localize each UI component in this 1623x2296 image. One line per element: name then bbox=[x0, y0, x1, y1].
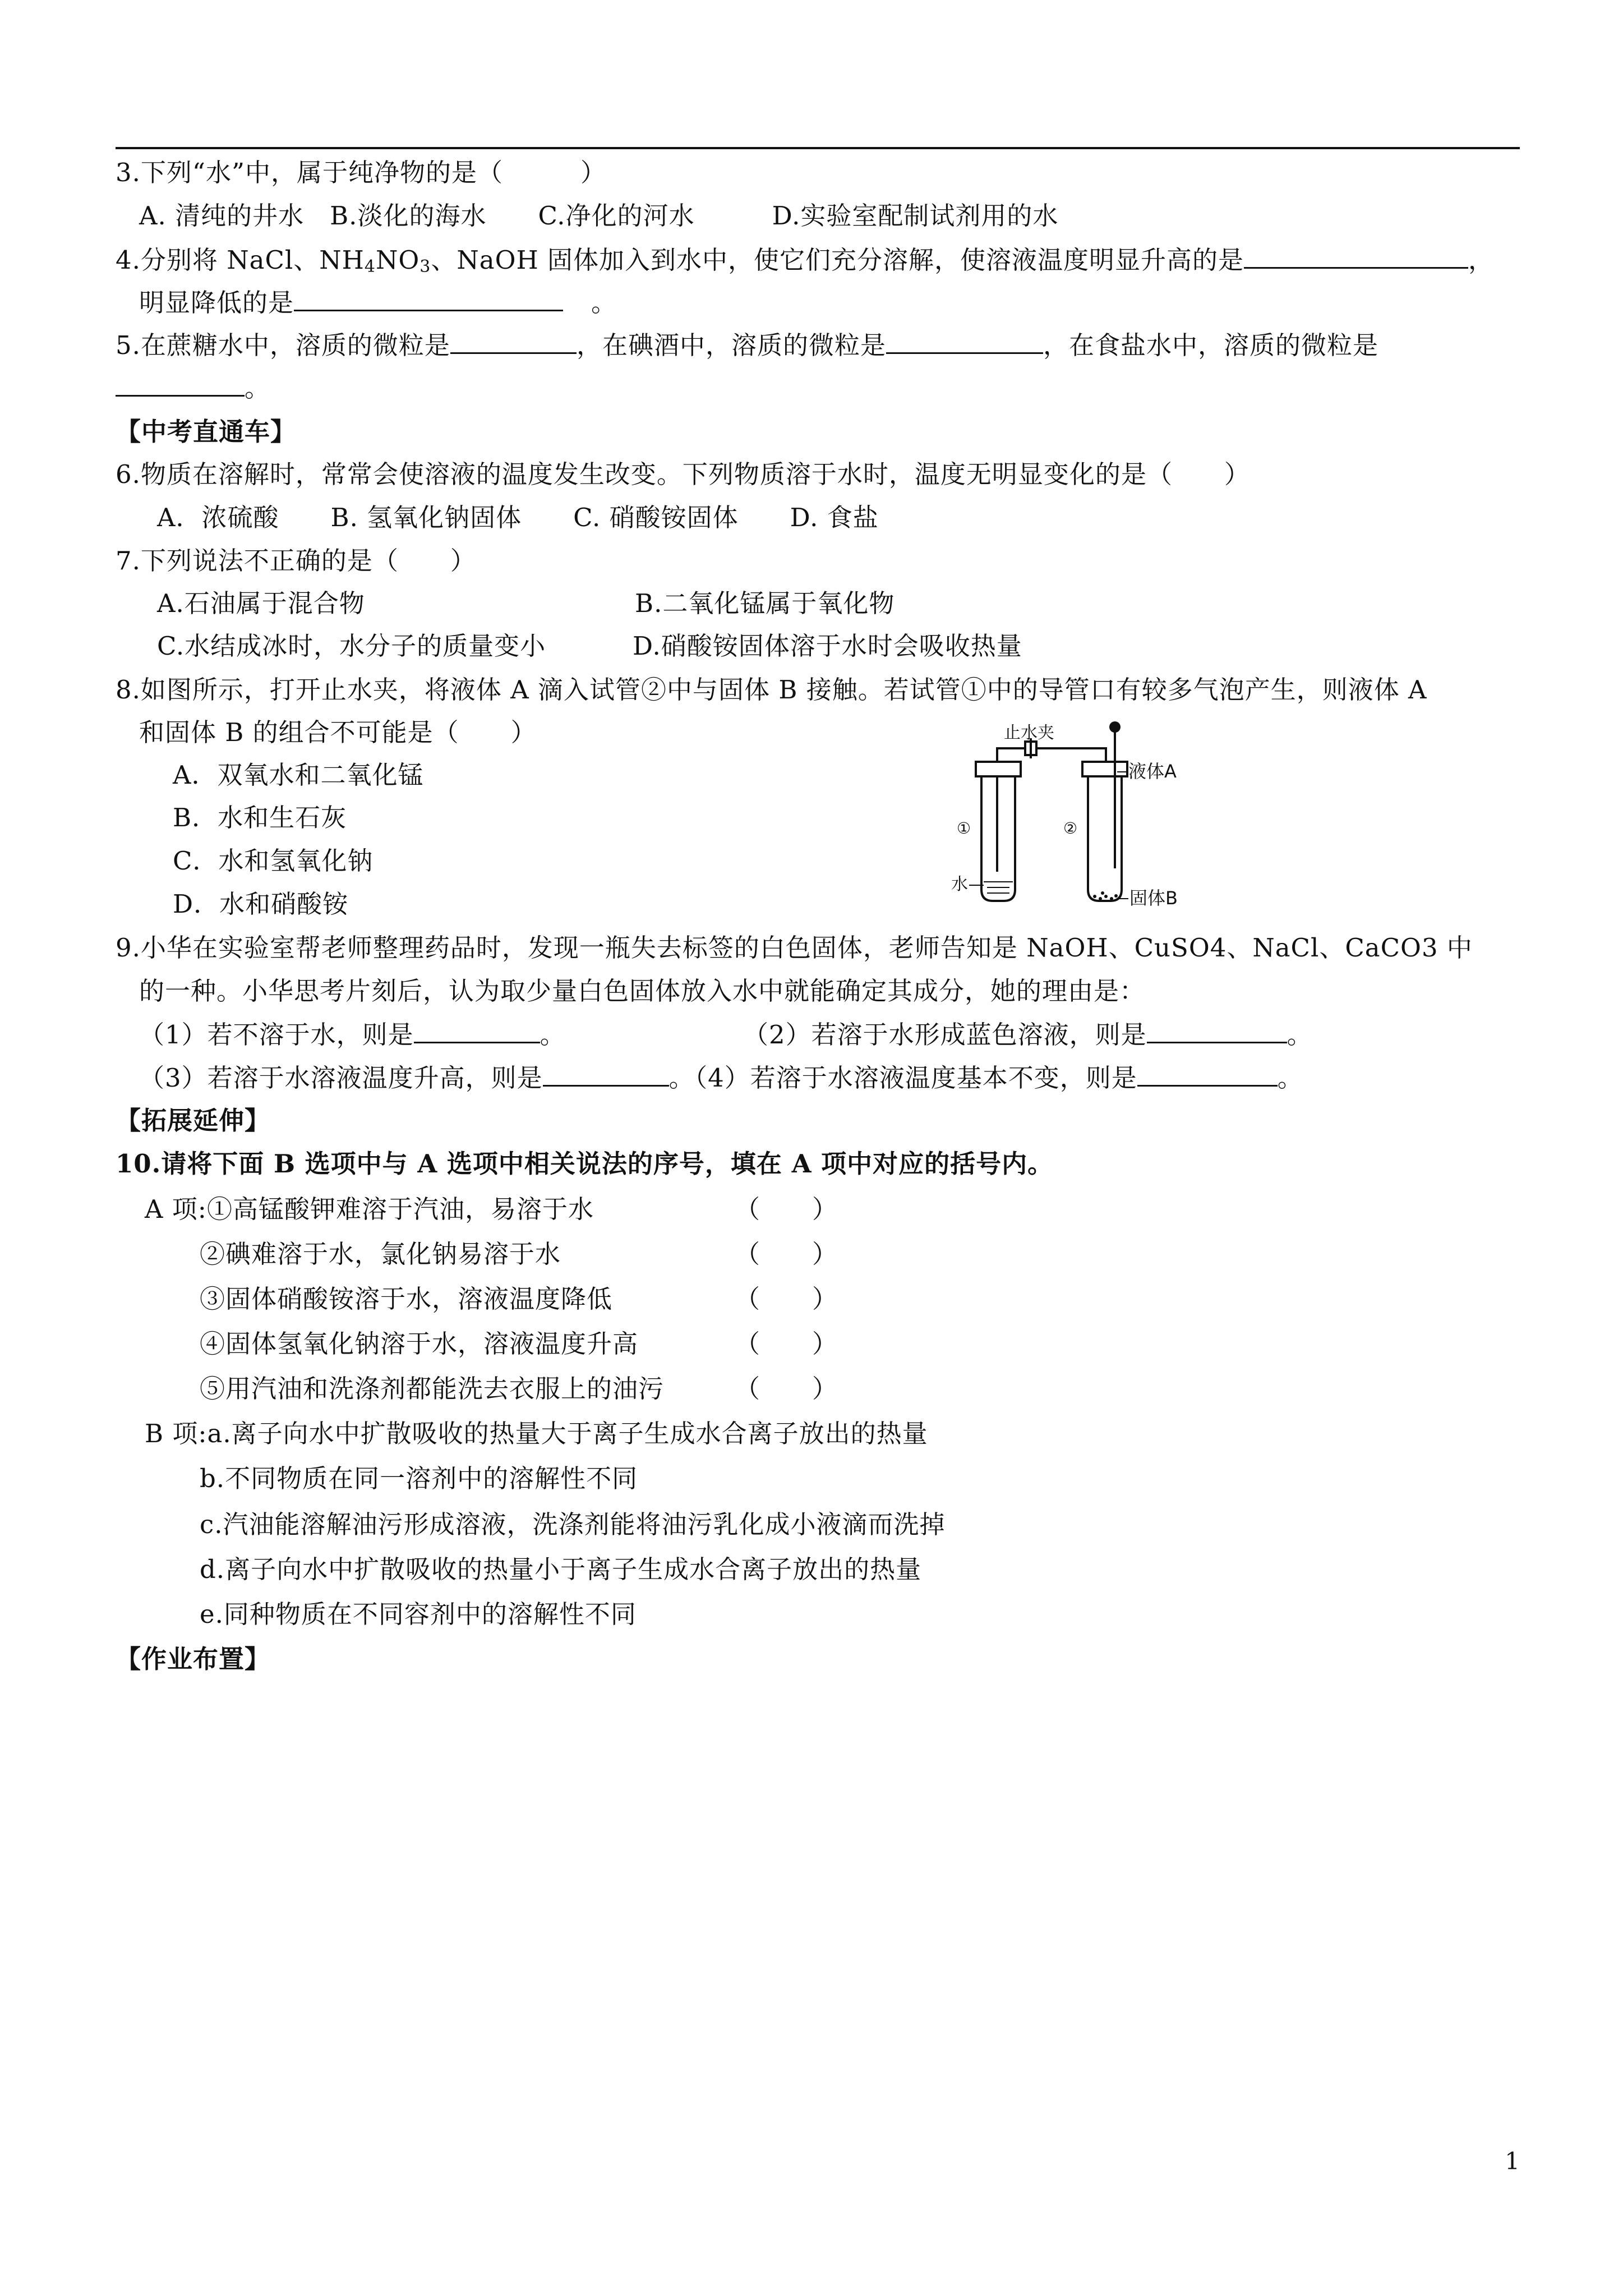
q9-sub-2 bbox=[743, 1017, 1313, 1052]
q9-sub-2-text: （2）若溶于水形成蓝色溶液，则是 bbox=[743, 1020, 1147, 1050]
label-liquid-a: 液体A bbox=[1128, 761, 1177, 782]
section-heading-zhongkao: 【中考直通车】 bbox=[116, 417, 297, 447]
q9-sub-3-4 bbox=[139, 1060, 1303, 1095]
label-water: 水 bbox=[951, 875, 968, 894]
q10-b-item-d: d.离子向水中扩散吸收的热量小于离子生成水合离子放出的热量 bbox=[200, 1554, 922, 1584]
q10-a-item-4: ④固体氢氧化钠溶于水，溶液温度升高 bbox=[200, 1329, 639, 1359]
q8-stem-line1: 8.如图所示，打开止水夹，将液体 A 滴入试管②中与固体 B 接触。若试管①中的导管口有较多气泡产生，则液体 A bbox=[116, 675, 1427, 705]
q10-a-paren-5[interactable]: （ ） bbox=[735, 1374, 838, 1404]
q4-line2-text: 明显降低的是 bbox=[139, 288, 294, 318]
q9-stem-line2: 的一种。小华思考片刻后，认为取少量白色固体放入水中就能确定其成分，她的理由是： bbox=[139, 976, 1146, 1006]
q7-option-a: A.石油属于混合物 bbox=[157, 588, 365, 618]
q9-blank-3[interactable] bbox=[543, 1060, 669, 1087]
q3-options: A. 清纯的井水 B.淡化的海水 C.净化的河水 D.实验室配制试剂用的水 bbox=[139, 201, 1059, 231]
q8-option-c: C．水和氢氧化钠 bbox=[173, 846, 374, 876]
q8-option-a: A．双氧水和二氧化锰 bbox=[173, 760, 424, 790]
q4-blank-drop[interactable] bbox=[294, 285, 563, 311]
q4-text-b: NO bbox=[375, 245, 420, 275]
header-rule bbox=[116, 147, 1520, 149]
q9-sub-3-period: 。 bbox=[668, 1063, 695, 1093]
q5-part1: 5.在蔗糖水中，溶质的微粒是 bbox=[116, 330, 450, 360]
q9-sub-4-period: 。 bbox=[1277, 1063, 1303, 1093]
label-clamp: 止水夹 bbox=[1004, 723, 1054, 743]
q6-options: A．浓硫酸 B. 氢氧化钠固体 C. 硝酸铵固体 D. 食盐 bbox=[157, 503, 879, 532]
q10-b-item-a: B 项:a.离子向水中扩散吸收的热量大于离子生成水合离子放出的热量 bbox=[145, 1419, 928, 1448]
q8-option-d: D．水和硝酸铵 bbox=[173, 889, 349, 919]
q9-sub-2-period: 。 bbox=[1287, 1020, 1313, 1050]
q4-end: 。 bbox=[591, 288, 617, 318]
stopper-1 bbox=[976, 762, 1021, 776]
q10-b-item-e: e.同种物质在不同容剂中的溶解性不同 bbox=[200, 1599, 637, 1629]
q9-sub-1-period: 。 bbox=[540, 1020, 566, 1050]
q9-blank-1[interactable] bbox=[414, 1017, 540, 1043]
q9-blank-2[interactable] bbox=[1147, 1017, 1287, 1043]
q4-text-a: 4.分别将 NaCl、NH bbox=[116, 245, 365, 275]
q8-option-b: B．水和生石灰 bbox=[173, 803, 347, 832]
q4-sub-3: 3 bbox=[419, 257, 431, 277]
q9-sub-4-text: （4）若溶于水溶液温度基本不变，则是 bbox=[694, 1063, 1137, 1093]
q4-text-c: 、NaOH 固体加入到水中，使它们充分溶解，使溶液温度明显升高的是 bbox=[431, 245, 1244, 275]
q10-a-paren-2[interactable]: （ ） bbox=[735, 1239, 838, 1269]
section-heading-zuoye: 【作业布置】 bbox=[116, 1644, 271, 1674]
q9-sub-3-text: （3）若溶于水溶液温度升高，则是 bbox=[139, 1063, 543, 1093]
q5-end: 。 bbox=[245, 373, 271, 403]
q10-a-item-1: A 项:①高锰酸钾难溶于汽油，易溶于水 bbox=[145, 1194, 594, 1224]
q5-blank-iodine[interactable] bbox=[886, 328, 1043, 354]
stopper-2 bbox=[1082, 762, 1127, 776]
section-heading-tuozhan: 【拓展延伸】 bbox=[116, 1106, 271, 1135]
q5-blank-sugar[interactable] bbox=[450, 328, 577, 354]
q9-sub-1 bbox=[139, 1017, 566, 1052]
label-solid-b: 固体B bbox=[1129, 887, 1178, 909]
q10-a-item-2: ②碘难溶于水，氯化钠易溶于水 bbox=[200, 1239, 561, 1269]
q10-a-item-3: ③固体硝酸铵溶于水，溶液温度降低 bbox=[200, 1284, 613, 1314]
q10-a-item-5: ⑤用汽油和洗涤剂都能洗去衣服上的油污 bbox=[200, 1374, 665, 1404]
q10-a-paren-4[interactable]: （ ） bbox=[735, 1329, 838, 1359]
label-tube-1: ① bbox=[957, 819, 971, 838]
q10-stem: 10.请将下面 B 选项中与 A 选项中相关说法的序号，填在 A 项中对应的括号内。 bbox=[116, 1149, 1054, 1179]
q4-sub-4: 4 bbox=[364, 257, 376, 277]
page-number: 1 bbox=[1505, 2147, 1520, 2175]
q6-stem: 6.物质在溶解时，常常会使溶液的温度发生改变。下列物质溶于水时，温度无明显变化的是（ ） bbox=[116, 459, 1250, 489]
q4-comma: ， bbox=[1468, 245, 1495, 275]
q5-line1 bbox=[116, 328, 1378, 362]
q10-b-item-c: c.汽油能溶解油污形成溶液，洗涤剂能将油污乳化成小液滴而洗掉 bbox=[200, 1510, 946, 1539]
q5-line2 bbox=[116, 370, 270, 405]
q7-option-b: B.二氧化锰属于氧化物 bbox=[635, 588, 895, 618]
q4-blank-rise[interactable] bbox=[1244, 242, 1468, 269]
test-tube-2 bbox=[1088, 766, 1122, 901]
q7-option-c: C.水结成冰时，水分子的质量变小 bbox=[157, 631, 546, 661]
q7-option-d: D.硝酸铵固体溶于水时会吸收热量 bbox=[633, 631, 1022, 661]
q8-apparatus-figure bbox=[948, 721, 1217, 912]
q9-stem-line1: 9.小华在实验室帮老师整理药品时，发现一瓶失去标签的白色固体，老师告知是 NaOH、CuSO4、NaCl、CaCO3 中 bbox=[116, 933, 1473, 963]
q4-line2 bbox=[139, 285, 617, 320]
q9-sub-1-text: （1）若不溶于水，则是 bbox=[139, 1020, 414, 1050]
q10-a-paren-1[interactable]: （ ） bbox=[735, 1194, 838, 1224]
q10-b-item-b: b.不同物质在同一溶剂中的溶解性不同 bbox=[200, 1464, 638, 1493]
q3-stem: 3.下列“水”中，属于纯净物的是（ ） bbox=[116, 158, 606, 187]
q9-blank-4[interactable] bbox=[1137, 1060, 1278, 1087]
q10-a-paren-3[interactable]: （ ） bbox=[735, 1284, 838, 1314]
q7-stem: 7.下列说法不正确的是（ ） bbox=[116, 546, 476, 576]
label-tube-2: ② bbox=[1063, 819, 1078, 838]
q5-part3: ，在食盐水中，溶质的微粒是 bbox=[1043, 330, 1378, 360]
dropper-bulb bbox=[1109, 721, 1121, 733]
q8-stem-line2: 和固体 B 的组合不可能是（ ） bbox=[139, 717, 537, 747]
q5-blank-salt[interactable] bbox=[116, 370, 245, 397]
q4-line1 bbox=[116, 242, 1494, 284]
q5-part2: ，在碘酒中，溶质的微粒是 bbox=[576, 330, 886, 360]
